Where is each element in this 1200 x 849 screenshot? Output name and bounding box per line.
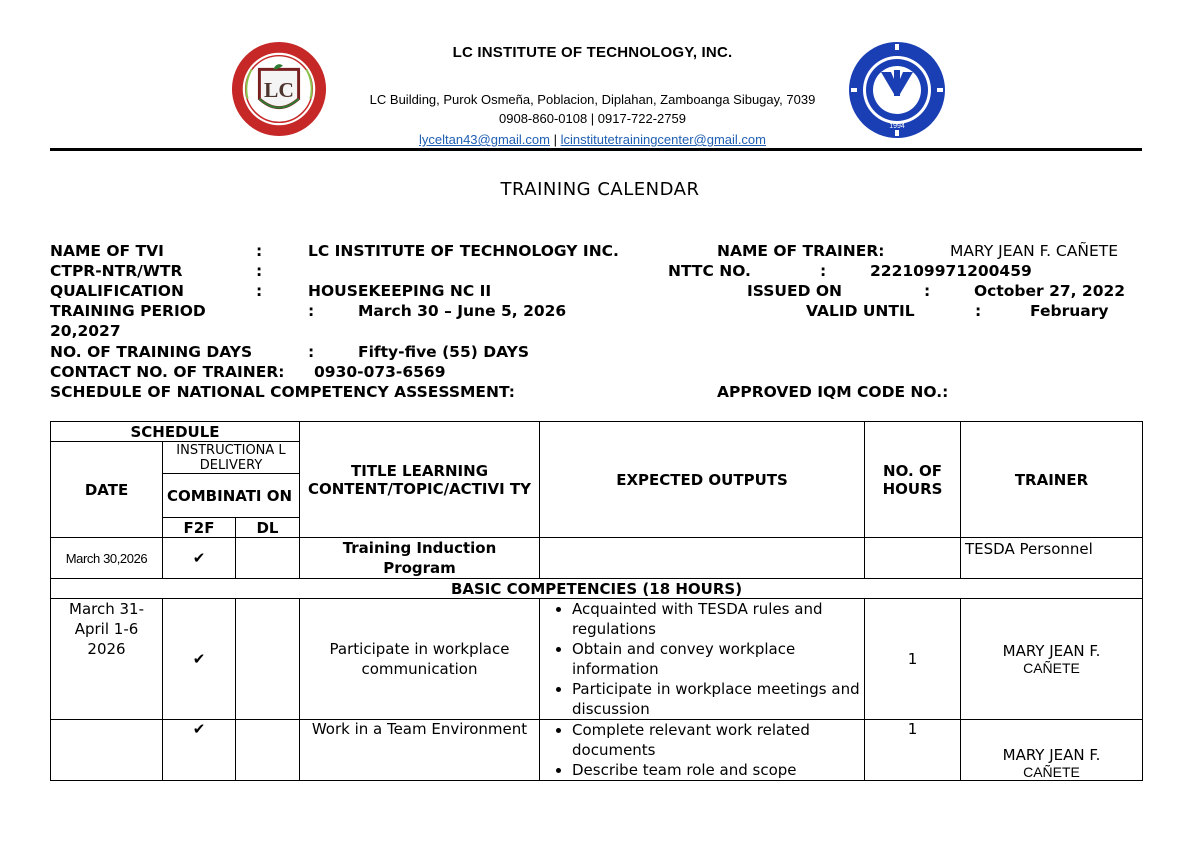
training-days-label: NO. OF TRAINING DAYS — [50, 343, 253, 361]
trainer-surname-line: CAÑETE — [1023, 660, 1080, 676]
logo-year: 1994 — [889, 123, 905, 130]
email-link-2[interactable]: lcinstitutetrainingcenter@gmail.com — [560, 132, 766, 147]
row-hours: 1 — [865, 599, 961, 720]
row-hours: 1 — [865, 720, 961, 781]
row-date: March 31- April 1-6 2026 — [51, 599, 163, 720]
nttc-label: NTTC NO. — [668, 262, 751, 280]
logo-lettering: LC — [264, 77, 294, 102]
dl-header: DL — [236, 518, 300, 538]
institution-name: LC INSTITUTE OF TECHNOLOGY, INC. — [452, 44, 733, 61]
row-hours — [865, 538, 961, 579]
row-title: Work in a Team Environment — [300, 720, 540, 781]
title-header: TITLE LEARNING CONTENT/TOPIC/ACTIVI TY — [300, 422, 540, 538]
trainer-label: NAME OF TRAINER: — [717, 242, 885, 260]
valid-label: VALID UNTIL — [806, 302, 915, 320]
row-trainer — [961, 599, 1143, 720]
outputs-list — [544, 599, 860, 719]
trainer-surname-line: CAÑETE — [1023, 764, 1080, 780]
trainer-name-line: MARY JEAN F. — [1002, 746, 1101, 764]
institution-address: LC Building, Purok Osmeña, Poblacion, Diplahan, Zamboanga Sibugay, 7039 — [369, 92, 816, 107]
list-item: • Obtain and convey workplace information — [572, 639, 860, 679]
training-days-value: Fifty-five (55) DAYS — [358, 343, 529, 361]
ctpr-colon: : — [256, 262, 263, 280]
period-label: TRAINING PERIOD — [50, 302, 206, 320]
dl-cell — [236, 538, 300, 579]
f2f-check: ✔ — [163, 538, 236, 579]
table-row — [51, 538, 1143, 579]
f2f-header: F2F — [163, 518, 236, 538]
period-colon: : — [308, 302, 315, 320]
qualification-colon: : — [256, 282, 263, 300]
instructional-delivery-header: INSTRUCTIONA L DELIVERY — [163, 442, 300, 474]
header-rule — [50, 148, 1142, 151]
issued-value: October 27, 2022 — [974, 282, 1126, 300]
trainer-header: TRAINER — [961, 422, 1143, 538]
institution-phones: 0908-860-0108 | 0917-722-2759 — [499, 111, 686, 126]
table-row — [51, 599, 1143, 720]
trainer-name-line: MARY JEAN F. — [1002, 642, 1101, 660]
email-link-1[interactable]: lyceltan43@gmail.com — [419, 132, 550, 147]
training-days-colon: : — [308, 343, 315, 361]
list-item: • Describe team role and scope — [572, 760, 860, 780]
valid-value: February — [1030, 302, 1109, 320]
list-item: • Participate in workplace meetings and discussion — [572, 679, 860, 719]
nca-schedule-label: SCHEDULE OF NATIONAL COMPETENCY ASSESSMENT: — [50, 383, 515, 401]
issued-colon: : — [924, 282, 931, 300]
period-value: March 30 – June 5, 2026 — [358, 302, 567, 320]
f2f-check: ✔ — [163, 599, 236, 720]
lc-institute-logo — [230, 40, 328, 138]
list-item: • Acquainted with TESDA rules and regulations — [572, 599, 860, 639]
combination-header: COMBINATI ON — [163, 474, 300, 518]
institution-emails: lyceltan43@gmail.com | lcinstitutetrainingcenter@gmail.com — [419, 132, 766, 147]
valid-colon: : — [975, 302, 982, 320]
row-date: March 30,2026 — [51, 538, 163, 579]
row-title: Training Induction Program — [300, 538, 540, 579]
row-outputs — [540, 720, 865, 781]
tesda-logo — [847, 40, 947, 140]
list-item: • Complete relevant work related documents — [572, 720, 860, 760]
tvi-label: NAME OF TVI — [50, 242, 164, 260]
document-title: TRAINING CALENDAR — [500, 179, 700, 200]
dl-cell — [236, 599, 300, 720]
row-outputs — [540, 599, 865, 720]
trainer-value: MARY JEAN F. CAÑETE — [950, 242, 1118, 260]
section-row — [51, 579, 1143, 599]
schedule-header: SCHEDULE — [51, 422, 300, 442]
issued-label: ISSUED ON — [747, 282, 842, 300]
row-trainer — [961, 720, 1143, 781]
ctpr-label: CTPR-NTR/WTR — [50, 262, 183, 280]
qualification-value: HOUSEKEEPING NC II — [308, 282, 492, 300]
nttc-colon: : — [820, 262, 827, 280]
section-title: BASIC COMPETENCIES (18 HOURS) — [51, 579, 1143, 599]
tvi-colon: : — [256, 242, 263, 260]
table-row — [51, 720, 1143, 781]
row-trainer: TESDA Personnel — [961, 538, 1143, 579]
qualification-label: QUALIFICATION — [50, 282, 184, 300]
contact-value: 0930-073-6569 — [314, 363, 446, 381]
outputs-header: EXPECTED OUTPUTS — [540, 422, 865, 538]
dl-cell — [236, 720, 300, 781]
valid-value-cont: 20,2027 — [50, 322, 121, 340]
row-title: Participate in workplace communication — [300, 599, 540, 720]
contact-label: CONTACT NO. OF TRAINER: — [50, 363, 285, 381]
hours-header: NO. OF HOURS — [865, 422, 961, 538]
row-outputs — [540, 538, 865, 579]
outputs-list — [544, 720, 860, 780]
nttc-value: 222109971200459 — [870, 262, 1032, 280]
training-calendar-table — [50, 421, 1143, 781]
row-date — [51, 720, 163, 781]
f2f-check: ✔ — [163, 720, 236, 781]
iqm-code-label: APPROVED IQM CODE NO.: — [717, 383, 949, 401]
tvi-value: LC INSTITUTE OF TECHNOLOGY INC. — [308, 242, 619, 260]
date-header: DATE — [51, 442, 163, 538]
